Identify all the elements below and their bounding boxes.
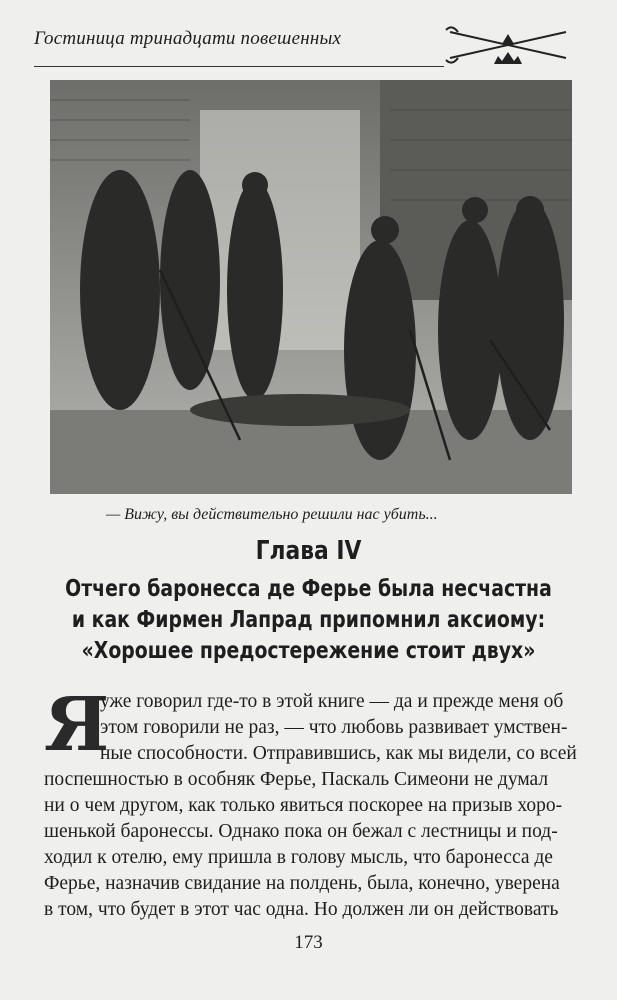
body-line: ни о чем другом, как только явиться поскорее на призыв хоро- <box>44 795 563 816</box>
crossed-swords-crown-icon <box>444 20 576 70</box>
body-line: ходил к отелю, ему пришла в голову мысль, что баронесса де <box>44 847 553 868</box>
drop-cap: Я <box>44 682 110 768</box>
body-line: шенькой баронессы. Однако пока он бежал с лестницы и под- <box>44 821 558 842</box>
body-line: ные способности. Отправившись, как мы видели, со всей <box>100 743 577 764</box>
page-number: 173 <box>294 932 323 953</box>
illustration-caption: — Вижу, вы действительно решили нас убить... <box>106 506 438 523</box>
body-line: уже говорил где-то в этой книге — да и прежде меня об <box>100 691 564 712</box>
chapter-title-line: «Хорошее предостережение стоит двух» <box>81 638 536 664</box>
body-line: этом говорили не раз, — что любовь развивает умствен- <box>100 717 568 738</box>
body-line: Ферье, назначив свидание на полдень, была, конечно, уверена <box>44 873 560 894</box>
chapter-title-line: и как Фирмен Лапрад припомнил аксиому: <box>71 607 546 633</box>
body-line: поспешностью в особняк Ферье, Паскаль Симеони не думал <box>44 769 549 790</box>
header-rule <box>34 66 444 67</box>
engraving-illustration <box>50 80 572 494</box>
body-line: в том, что будет в этот час одна. Но должен ли он действовать <box>44 899 559 920</box>
chapter-number: Глава IV <box>255 536 362 566</box>
running-head: Гостиница тринадцати повешенных <box>34 28 342 49</box>
chapter-title <box>56 574 562 667</box>
chapter-title-line: Отчего баронесса де Ферье была несчастна <box>65 576 552 602</box>
